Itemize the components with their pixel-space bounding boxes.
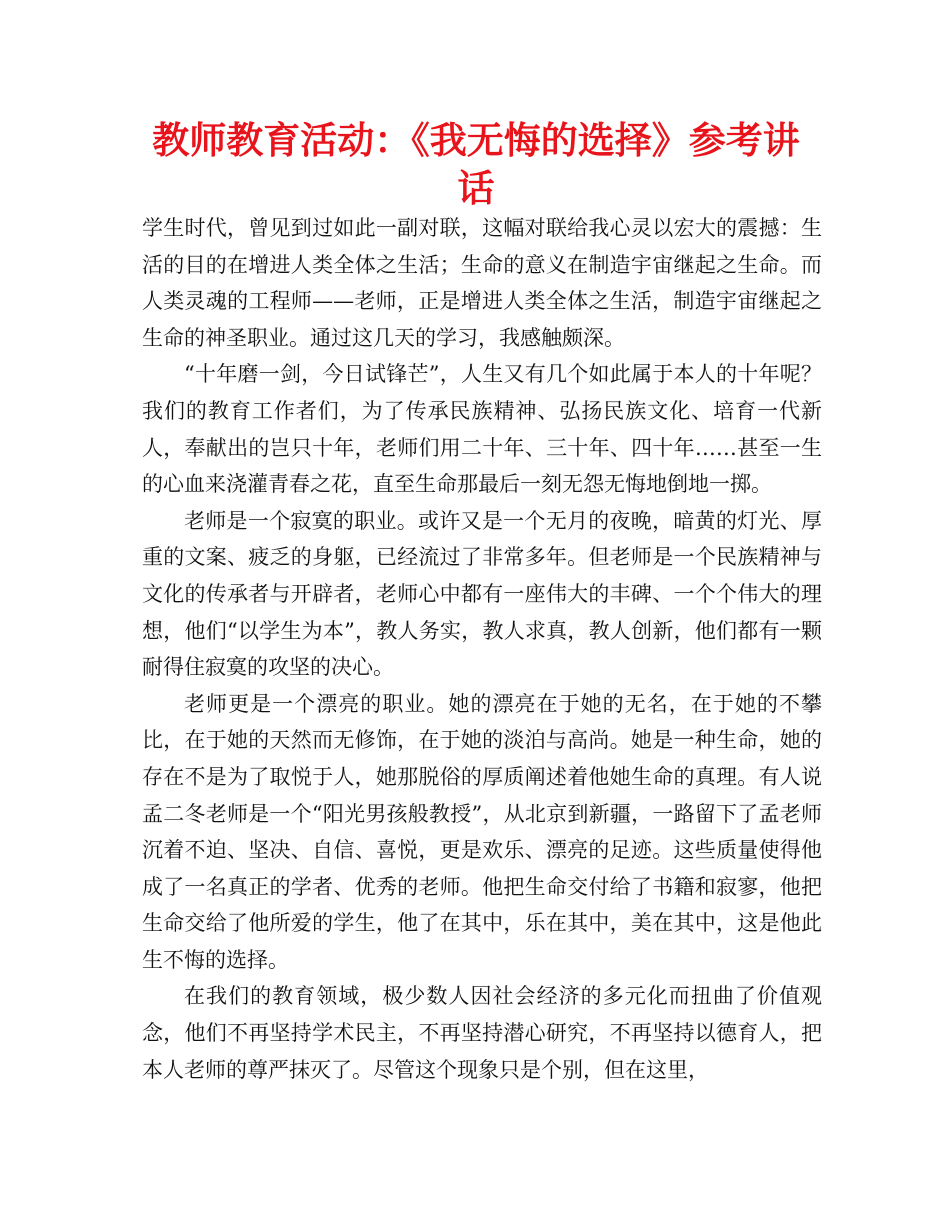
paragraph-5: 在我们的教育领域，极少数人因社会经济的多元化而扭曲了价值观念，他们不再坚持学术民主，不再坚持潜心研究，不再坚持以德育人，把本人老师的尊严抹灭了。尽管这个现象只是个别，但在这里，	[142, 984, 822, 1082]
paragraph-3: 老师是一个寂寞的职业。或许又是一个无月的夜晚，暗黄的灯光、厚重的文案、疲乏的身躯，已经流过了非常多年。但老师是一个民族精神与文化的传承者与开辟者，老师心中都有一座伟大的丰碑、一个个伟大的理想，他们“以学生为本”，教人务实，教人求真，教人创新，他们都有一颗耐得住寂寞的攻坚的决心。	[142, 508, 822, 680]
document-body	[142, 210, 822, 1088]
paragraph-1: 学生时代，曾见到过如此一副对联，这幅对联给我心灵以宏大的震撼：生活的目的在增进人类全体之生活；生命的意义在制造宇宙继起之生命。而人类灵魂的工程师——老师，正是增进人类全体之生活，制造宇宙继起之生命的神圣职业。通过这几天的学习，我感触颇深。	[142, 216, 822, 350]
paragraph-2: “十年磨一剑，今日试锋芒”，人生又有几个如此属于本人的十年呢？我们的教育工作者们，为了传承民族精神、弘扬民族文化、培育一代新人，奉献出的岂只十年，老师们用二十年、三十年、四十年……甚至一生的心血来浇灌青春之花，直至生命那最后一刻无怨无悔地倒地一掷。	[142, 362, 822, 497]
document-title: 教师教育活动：《我无悔的选择》参考讲话	[152, 119, 800, 210]
paragraph-4: 老师更是一个漂亮的职业。她的漂亮在于她的无名，在于她的不攀比，在于她的天然而无修饰，在于她的淡泊与高尚。她是一种生命，她的存在不是为了取悦于人，她那脱俗的厚质阐述着他她生命的真理。有人说孟二冬老师是一个“阳光男孩般教授”，从北京到新疆，一路留下了孟老师沉着不迫、坚决、自信、喜悦，更是欢乐、漂亮的足迹。这些质量使得他成了一名真正的学者、优秀的老师。他把生命交付给了书籍和寂寥，他把生命交给了他所爱的学生，他了在其中，乐在其中，美在其中，这是他此生不悔的选择。	[142, 691, 822, 972]
